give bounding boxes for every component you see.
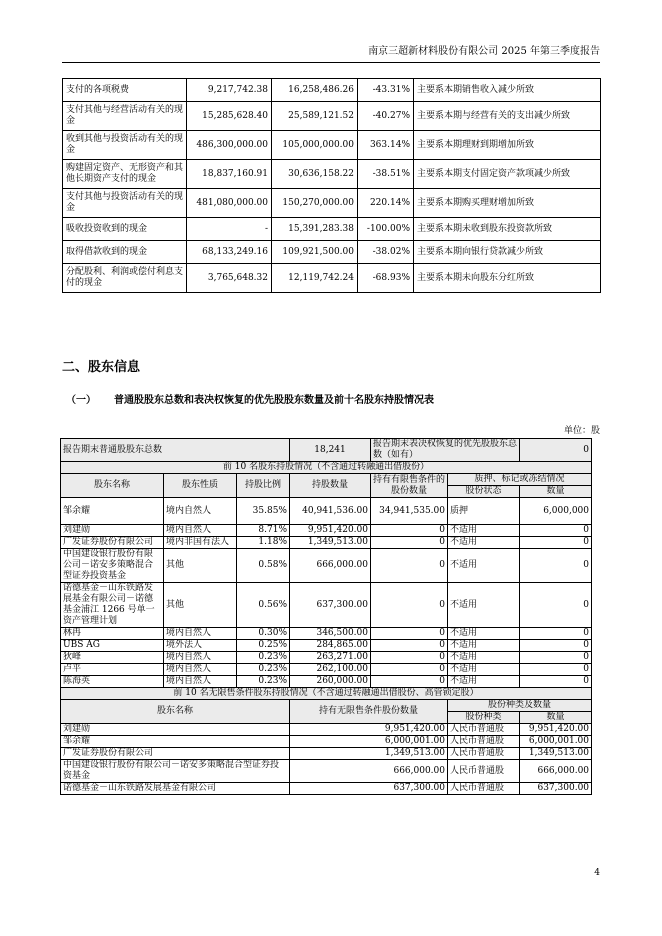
holder-shares: 346,500.00	[290, 628, 371, 640]
holder-restricted: 0	[371, 664, 448, 676]
table-row	[61, 537, 592, 549]
unrestricted-type: 人民币普通股	[448, 760, 520, 783]
unrestricted-qty: 666,000.00	[520, 760, 592, 783]
cashflow-change: -43.31%	[358, 79, 414, 102]
cashflow-item: 取得借款收到的现金	[63, 241, 187, 264]
holder-status: 不适用	[448, 549, 520, 583]
table-row	[63, 160, 601, 189]
holder-nature: 境内自然人	[164, 676, 237, 688]
holder-status: 不适用	[448, 640, 520, 652]
unrestricted-shares: 666,000.00	[290, 760, 448, 783]
cashflow-prior: 25,589,121.52	[272, 102, 358, 131]
holder-name: 诺德基金－山东铁路发展基金有限公司－诺德基金浦江 1266 号单一资产管理计划	[61, 583, 164, 628]
holder-name: 邹余耀	[61, 498, 164, 525]
holder-name: 刘建勋	[61, 525, 164, 537]
holder-status: 不适用	[448, 676, 520, 688]
cashflow-current: 3,765,648.32	[187, 264, 272, 293]
cashflow-current: 18,837,160.91	[187, 160, 272, 189]
cashflow-prior: 109,921,500.00	[272, 241, 358, 264]
holder-qty: 0	[520, 640, 592, 652]
cashflow-change: 363.14%	[358, 131, 414, 160]
cashflow-prior: 12,119,742.24	[272, 264, 358, 293]
cashflow-reason: 主要系本期向银行贷款减少所致	[414, 241, 601, 264]
holder-shares: 263,271.00	[290, 652, 371, 664]
holder-restricted: 0	[371, 676, 448, 688]
header-pledge-status: 股份状态	[448, 486, 520, 498]
holder-ratio: 0.58%	[237, 549, 290, 583]
table-row	[61, 640, 592, 652]
holder-status: 不适用	[448, 537, 520, 549]
cashflow-item: 分配股利、利润或偿付利息支付的现金	[63, 264, 187, 293]
holder-shares: 40,941,536.00	[290, 498, 371, 525]
cashflow-item: 支付其他与经营活动有关的现金	[63, 102, 187, 131]
holder-qty: 0	[520, 537, 592, 549]
holder-shares: 260,000.00	[290, 676, 371, 688]
cashflow-change: -38.51%	[358, 160, 414, 189]
unrestricted-shares: 1,349,513.00	[290, 748, 448, 760]
holder-status: 不适用	[448, 583, 520, 628]
table-row	[61, 736, 592, 748]
holder-ratio: 35.85%	[237, 498, 290, 525]
holder-name: 狄峰	[61, 652, 164, 664]
holder-qty: 0	[520, 676, 592, 688]
unrestricted-header-shares: 持有无限售条件股份数量	[290, 700, 448, 724]
header-shares: 持股数量	[290, 474, 371, 498]
holder-nature: 境内自然人	[164, 628, 237, 640]
holder-status: 不适用	[448, 664, 520, 676]
shareholders-table	[60, 438, 592, 795]
cashflow-current: 486,300,000.00	[187, 131, 272, 160]
holder-restricted: 34,941,535.00	[371, 498, 448, 525]
holder-shares: 666,000.00	[290, 549, 371, 583]
cashflow-prior: 105,000,000.00	[272, 131, 358, 160]
cashflow-prior: 15,391,283.38	[272, 218, 358, 241]
holder-qty: 0	[520, 549, 592, 583]
holder-shares: 262,100.00	[290, 664, 371, 676]
holder-nature: 其他	[164, 583, 237, 628]
holder-name: UBS AG	[61, 640, 164, 652]
holder-status: 不适用	[448, 525, 520, 537]
unrestricted-qty: 6,000,001.00	[520, 736, 592, 748]
unrestricted-qty: 637,300.00	[520, 783, 592, 795]
cashflow-reason: 主要系本期销售收入减少所致	[414, 79, 601, 102]
holder-nature: 境外法人	[164, 640, 237, 652]
unit-label: 单位：股	[563, 426, 600, 436]
header-restricted: 持有有限售条件的股份数量	[371, 474, 448, 498]
holder-nature: 境内自然人	[164, 652, 237, 664]
table-row	[63, 102, 601, 131]
table-row	[63, 79, 601, 102]
holder-ratio: 0.23%	[237, 664, 290, 676]
holder-restricted: 0	[371, 549, 448, 583]
cashflow-change: 220.14%	[358, 189, 414, 218]
holder-nature: 境内自然人	[164, 664, 237, 676]
cashflow-item: 支付其他与投资活动有关的现金	[63, 189, 187, 218]
top10-caption: 前 10 名股东持股情况（不含通过转融通出借股份）	[61, 462, 592, 474]
holder-nature: 境内自然人	[164, 525, 237, 537]
table-row	[63, 241, 601, 264]
unrestricted-shares: 9,951,420.00	[290, 724, 448, 736]
holder-restricted: 0	[371, 525, 448, 537]
holder-nature: 其他	[164, 549, 237, 583]
holder-name: 广发证券股份有限公司	[61, 537, 164, 549]
table-row	[61, 549, 592, 583]
table-row	[61, 783, 592, 795]
top10-header-row	[61, 474, 592, 486]
total-holders-row	[61, 439, 592, 462]
cashflow-change: -38.02%	[358, 241, 414, 264]
cashflow-item: 收到其他与投资活动有关的现金	[63, 131, 187, 160]
holder-shares: 1,349,513.00	[290, 537, 371, 549]
holder-name: 卢平	[61, 664, 164, 676]
page-header: 南京三超新材料股份有限公司 2025 年第三季度报告	[62, 44, 600, 63]
unrestricted-header-qty: 数量	[520, 712, 592, 724]
top10-caption-row	[61, 462, 592, 474]
cashflow-reason: 主要系本期未收到股东投资款所致	[414, 218, 601, 241]
holder-status: 不适用	[448, 628, 520, 640]
pref-holders-value: 0	[520, 439, 592, 462]
cashflow-current: 9,217,742.38	[187, 79, 272, 102]
unrestricted-header-type-group: 股份种类及数量	[448, 700, 592, 712]
table-row	[61, 664, 592, 676]
holder-qty: 0	[520, 652, 592, 664]
unrestricted-type: 人民币普通股	[448, 724, 520, 736]
total-holders-value: 18,241	[290, 439, 371, 462]
subsection-text: 普通股股东总数和表决权恢复的优先股股东数量及前十名股东持股情况表	[114, 395, 434, 406]
table-row	[63, 218, 601, 241]
unrestricted-caption-row	[61, 688, 592, 700]
section-title: 二、股东信息	[62, 360, 141, 375]
holder-shares: 284,865.00	[290, 640, 371, 652]
holder-qty: 0	[520, 664, 592, 676]
holder-name: 陈海英	[61, 676, 164, 688]
pref-holders-label: 报告期末表决权恢复的优先股股东总数（如有）	[371, 439, 520, 462]
table-row	[63, 189, 601, 218]
holder-ratio: 1.18%	[237, 537, 290, 549]
table-row	[61, 498, 592, 525]
unrestricted-name: 中国建设银行股份有限公司－诺安多策略混合型证券投资基金	[61, 760, 290, 783]
cashflow-prior: 150,270,000.00	[272, 189, 358, 218]
holder-name: 中国建设银行股份有限公司－诺安多策略混合型证券投资基金	[61, 549, 164, 583]
subsection-title	[62, 391, 434, 406]
holder-ratio: 0.56%	[237, 583, 290, 628]
header-name: 股东名称	[61, 474, 164, 498]
holder-nature: 境内自然人	[164, 498, 237, 525]
cashflow-change: -68.93%	[358, 264, 414, 293]
holder-status: 不适用	[448, 652, 520, 664]
page-number: 4	[594, 868, 600, 878]
unrestricted-shares: 6,000,001.00	[290, 736, 448, 748]
unrestricted-header-name: 股东名称	[61, 700, 290, 724]
subsection-index: （一）	[66, 395, 96, 406]
unrestricted-name: 诺德基金－山东铁路发展基金有限公司	[61, 783, 290, 795]
cashflow-prior: 16,258,486.26	[272, 79, 358, 102]
cashflow-current: -	[187, 218, 272, 241]
header-pledge-qty: 数量	[520, 486, 592, 498]
holder-name: 林冉	[61, 628, 164, 640]
unrestricted-header-type: 股份种类	[448, 712, 520, 724]
holder-shares: 637,300.00	[290, 583, 371, 628]
cashflow-reason: 主要系本期购买理财增加所致	[414, 189, 601, 218]
cashflow-current: 68,133,249.16	[187, 241, 272, 264]
header-ratio: 持股比例	[237, 474, 290, 498]
cashflow-reason: 主要系本期理财到期增加所致	[414, 131, 601, 160]
cashflow-item: 购建固定资产、无形资产和其他长期资产支付的现金	[63, 160, 187, 189]
holder-restricted: 0	[371, 537, 448, 549]
table-row	[61, 525, 592, 537]
holder-ratio: 0.23%	[237, 652, 290, 664]
cashflow-reason: 主要系本期支付固定资产款项减少所致	[414, 160, 601, 189]
unrestricted-type: 人民币普通股	[448, 736, 520, 748]
unrestricted-header-row	[61, 700, 592, 712]
holder-restricted: 0	[371, 652, 448, 664]
header-nature: 股东性质	[164, 474, 237, 498]
unrestricted-name: 邹余耀	[61, 736, 290, 748]
holder-status: 质押	[448, 498, 520, 525]
table-row	[61, 676, 592, 688]
cashflow-change: -100.00%	[358, 218, 414, 241]
unrestricted-shares: 637,300.00	[290, 783, 448, 795]
holder-nature: 境内非国有法人	[164, 537, 237, 549]
table-row	[61, 724, 592, 736]
holder-qty: 6,000,000	[520, 498, 592, 525]
total-holders-label: 报告期末普通股股东总数	[61, 439, 290, 462]
unrestricted-type: 人民币普通股	[448, 783, 520, 795]
holder-qty: 0	[520, 525, 592, 537]
cashflow-change: -40.27%	[358, 102, 414, 131]
header-pledge: 质押、标记或冻结情况	[448, 474, 592, 486]
table-row	[61, 583, 592, 628]
cashflow-reason: 主要系本期未向股东分红所致	[414, 264, 601, 293]
table-row	[61, 748, 592, 760]
table-row	[61, 628, 592, 640]
table-row	[63, 131, 601, 160]
table-row	[61, 652, 592, 664]
holder-ratio: 0.30%	[237, 628, 290, 640]
unrestricted-qty: 9,951,420.00	[520, 724, 592, 736]
holder-ratio: 8.71%	[237, 525, 290, 537]
holder-qty: 0	[520, 583, 592, 628]
cashflow-current: 481,080,000.00	[187, 189, 272, 218]
unrestricted-qty: 1,349,513.00	[520, 748, 592, 760]
unrestricted-caption: 前 10 名无限售条件股东持股情况（不含通过转融通出借股份、高管锁定股）	[61, 688, 592, 700]
table-row	[61, 760, 592, 783]
unrestricted-type: 人民币普通股	[448, 748, 520, 760]
cashflow-item: 支付的各项税费	[63, 79, 187, 102]
holder-qty: 0	[520, 628, 592, 640]
cashflow-prior: 30,636,158.22	[272, 160, 358, 189]
unrestricted-name: 刘建勋	[61, 724, 290, 736]
unrestricted-name: 广发证券股份有限公司	[61, 748, 290, 760]
holder-shares: 9,951,420.00	[290, 525, 371, 537]
table-row	[63, 264, 601, 293]
holder-restricted: 0	[371, 640, 448, 652]
cashflow-reason: 主要系本期与经营有关的支出减少所致	[414, 102, 601, 131]
holder-ratio: 0.25%	[237, 640, 290, 652]
holder-restricted: 0	[371, 583, 448, 628]
cashflow-variance-table	[62, 78, 601, 293]
holder-restricted: 0	[371, 628, 448, 640]
holder-ratio: 0.23%	[237, 676, 290, 688]
cashflow-item: 吸收投资收到的现金	[63, 218, 187, 241]
cashflow-current: 15,285,628.40	[187, 102, 272, 131]
